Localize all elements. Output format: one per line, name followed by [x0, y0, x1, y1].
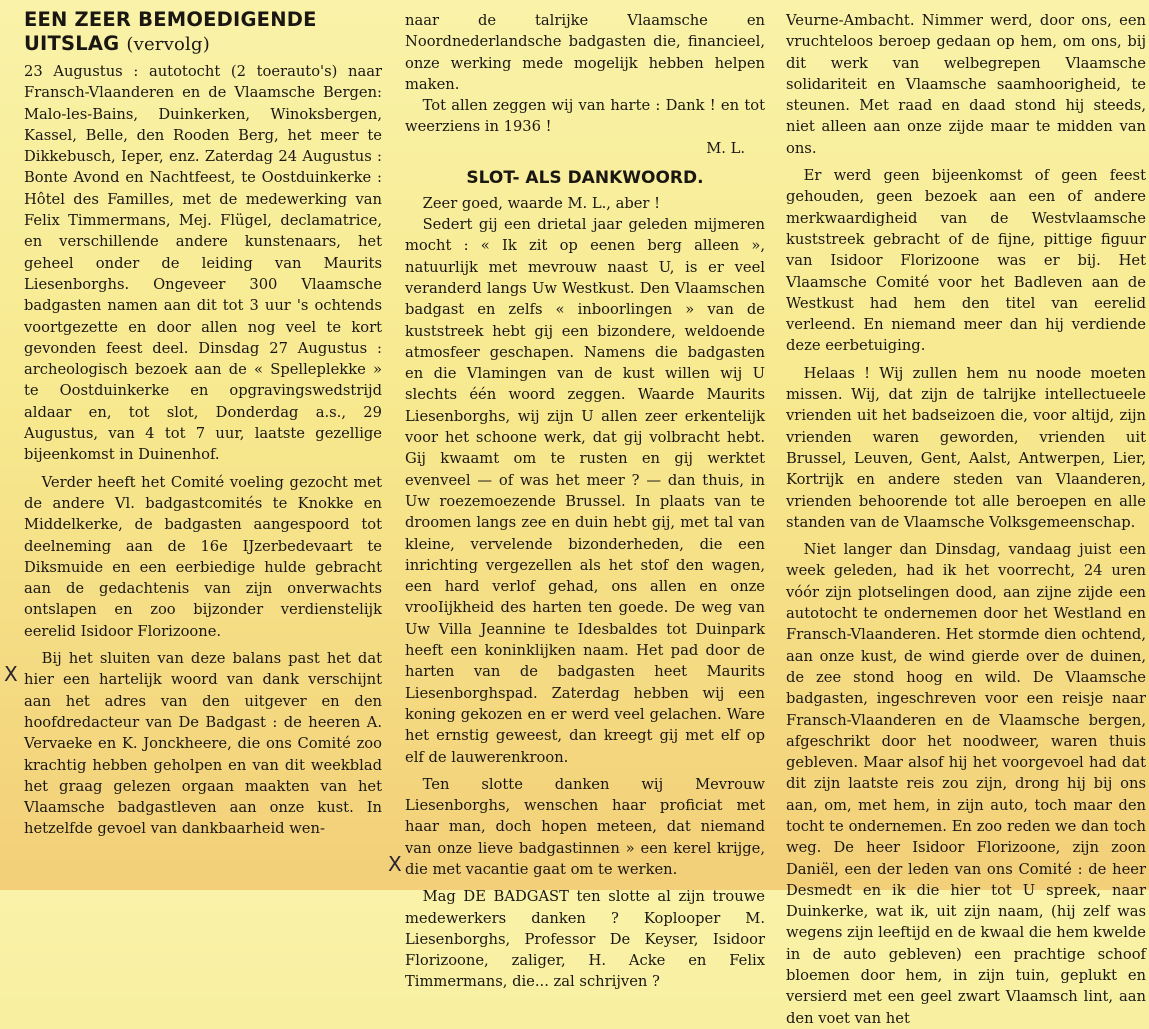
article-column-right: [786, 0, 1146, 1027]
body-paragraph: Zeer goed, waarde M. L., aber !: [422, 194, 661, 212]
body-paragraph: Veurne-Ambacht. Nimmer werd, door ons, een vruchteloos beroep gedaan op hem, om ons, bij dit werk van welbegrepen Vlaamsche solidariteit en Vlaamsche saamhoorigheid, te steunen. Met raad en daad stond hij steeds, niet alleen aan onze zijde maar te midden van ons.: [786, 12, 1146, 157]
author-signature: M. L.: [706, 139, 745, 157]
article-title-line2: UITSLAG: [24, 32, 120, 55]
article-title: [24, 8, 382, 57]
body-paragraph: Ten slotte danken wij Mevrouw Liesenborghs, wenschen haar proficiat met haar man, doch hopen meteen, dat niemand van onze lieve badgastinnen » een kerel krijge, die met vacantie gaat om te werken.: [405, 775, 765, 878]
body-paragraph: naar de talrijke Vlaamsche en Noordnederlandsche badgasten die, financieel, onze werking mede mogelijk hebben helpen maken.: [405, 12, 765, 93]
body-paragraph: Helaas ! Wij zullen hem nu noode moeten missen. Wij, dat zijn de talrijke intellectueele vrienden uit het badseizoen die, voor altijd, zijn vrienden waren geworden, vrienden uit Brussel, Leuven, Gent, Aalst, Antwerpen, Lier, Kortrijk en andere steden van Vlaanderen, vrienden behoorende tot alle beroepen en alle standen van de Vlaamsche Volksgemeenschap.: [786, 364, 1146, 531]
body-paragraph: 23 Augustus : autotocht (2 toerauto's) naar Fransch-Vlaanderen en de Vlaamsche Bergen: Malo-les-Bains, Duinkerken, Winoksbergen, Kassel, Belle, den Rooden Berg, het meer te Dikkebusch, Ieper, enz. Zaterdag 24 Augustus : Bonte Avond en Nachtfeest, te Oostduinkerke : Hôtel des Familles, met de medewerking van Felix Timmermans, Mej. Flügel, declamatrice, en verschillende andere kunstenaars, het geheel onder de leiding van Maurits Liesenborghs. Ongeveer 300 Vlaamsche badgasten namen aan dit tot 3 uur 's ochtends voortgezette en door allen nog veel te kort gevonden feest deel. Dinsdag 27 Augustus : archeologisch bezoek aan de « Spelleplekke » te Oostduinkerke en opgravingswedstrijd aldaar en, tot slot, Donderdag a.s., 29 Augustus, van 4 tot 7 uur, laatste gezellige bijeenkomst in Duinenhof.: [24, 63, 382, 464]
body-paragraph: Tot allen zeggen wij van harte : Dank ! en tot weerziens in 1936 !: [405, 97, 765, 136]
article-title-line1: EEN ZEER BEMOEDIGENDE: [24, 8, 317, 31]
body-paragraph: Mag DE BADGAST ten slotte al zijn trouwe medewerkers danken ? Koplooper M. Liesenborghs, Professor De Keyser, Isidoor Florizoone, zaliger, H. Acke en Felix Timmermans, die... zal schrijven ?: [405, 888, 765, 991]
body-paragraph: Niet langer dan Dinsdag, vandaag juist een week geleden, had ik het voorrecht, 24 uren vóór zijn plotselingen dood, aan zijne zijde een autotocht te ondernemen door het Westland en Fransch-Vlaanderen. Het stormde dien ochtend, aan onze kust, de wind gierde over de duinen, de zee stond hoog en wild. De Vlaamsche badgasten, ingeschreven voor een reisje naar Fransch-Vlaanderen en de Vlaamsche bergen, afgeschrikt door het noodweer, waren thuis gebleven. Maar alsof hij het voorgevoel had dat dit zijn laatste reis zou zijn, drong hij bij ons aan, om, met hem, in zijn auto, toch maar den tocht te ondernemen. En zoo reden we dan toch weg. De heer Isidoor Florizoone, zijn zoon Daniël, een der leden van ons Comité : de heer Desmedt en ik die hier tot U spreek, naar Duinkerke, wat ik, uit zijn naam, (hij zelf was wegens zijn leeftijd en de kwaal die hem kwelde in de auto gebleven) een prachtige schoof bloemen door hem, in zijn tuin, geplukt en versierd met een geel zwart Vlaamsch lint, aan den voet van het: [786, 541, 1146, 1027]
body-paragraph: Bij het sluiten van deze balans past het dat hier een hartelijk woord van dank verschijnt aan het adres van den uitgever en den hoofdredacteur van De Badgast : de heeren A. Vervaeke en K. Jonckheere, die ons Comité zoo krachtig hebben geholpen en van dit weekblad het graag gelezen orgaan maakten van het Vlaamsche badgastleven aan onze kust. In hetzelfde gevoel van dankbaarheid wen-: [24, 650, 382, 838]
article-title-sub: (vervolg): [126, 34, 210, 55]
body-paragraph: Verder heeft het Comité voeling gezocht met de andere Vl. badgastcomités te Knokke en Middelkerke, de badgasten aangespoord tot deelneming aan de 16e IJzerbedevaart te Diksmuide en een eerbiedige hulde gebracht aan de gedachtenis van zijn onverwachts ontslapen en zoo bijzonder verdienstelijk eerelid Isidoor Florizoone.: [24, 473, 382, 640]
article-column-middle: [405, 0, 765, 991]
body-paragraph: Sedert gij een drietal jaar geleden mijmeren mocht : « Ik zit op eenen berg alleen », natuurlijk met mevrouw naast U, is er veel veranderd langs Uw Westkust. Den Vlaamschen badgast en zelfs « inboorlingen » van de kuststreek hebt gij een bizondere, weldoende atmosfeer geschapen. Namens die badgasten en die Vlamingen van de kust willen wij U slechts één woord zeggen. Waarde Maurits Liesenborghs, wij zijn U allen zeer erkentelijk voor het schoone werk, dat gij volbracht hebt. Gij kwaamt om te rusten en gij werktet evenveel — of was het meer ? — dan thuis, in Uw roezemoezende Brussel. In plaats van te droomen langs zee en duin hebt gij, met tal van kleine, vervelende bizonderheden, die een inrichting vergezellen als het stof den wagen, een hard verlof gehad, ons allen en onze vrooIijkheid des harten ten goede. De weg van Uw Villa Jeannine te Idesbaldes tot Duinpark heeft een koninklijken naam. Het pad door de harten van de badgasten heet Maurits Liesenborghspad. Zaterdag hebben wij een koning gekozen en er werd veel gelachen. Ware het ernstig geweest, dan kreegt gij met elf op elf de lauwerenkroon.: [405, 216, 765, 766]
body-paragraph: Er werd geen bijeenkomst of geen feest gehouden, geen bezoek aan een of andere merkwaardigheid van de Westvlaamsche kuststreek gebracht of de fijne, pittige figuur van Isidoor Florizoone was er bij. Het Vlaamsche Comité voor het Badleven aan de Westkust had hem den titel van eerelid verleend. En niemand meer dan hij verdiende deze eerbetuiging.: [786, 167, 1146, 355]
handwritten-margin-mark: X: [388, 852, 402, 876]
article-column-left: [24, 0, 382, 890]
section-heading: SLOT- ALS DANKWOORD.: [466, 167, 704, 188]
handwritten-margin-mark: X: [4, 662, 18, 686]
